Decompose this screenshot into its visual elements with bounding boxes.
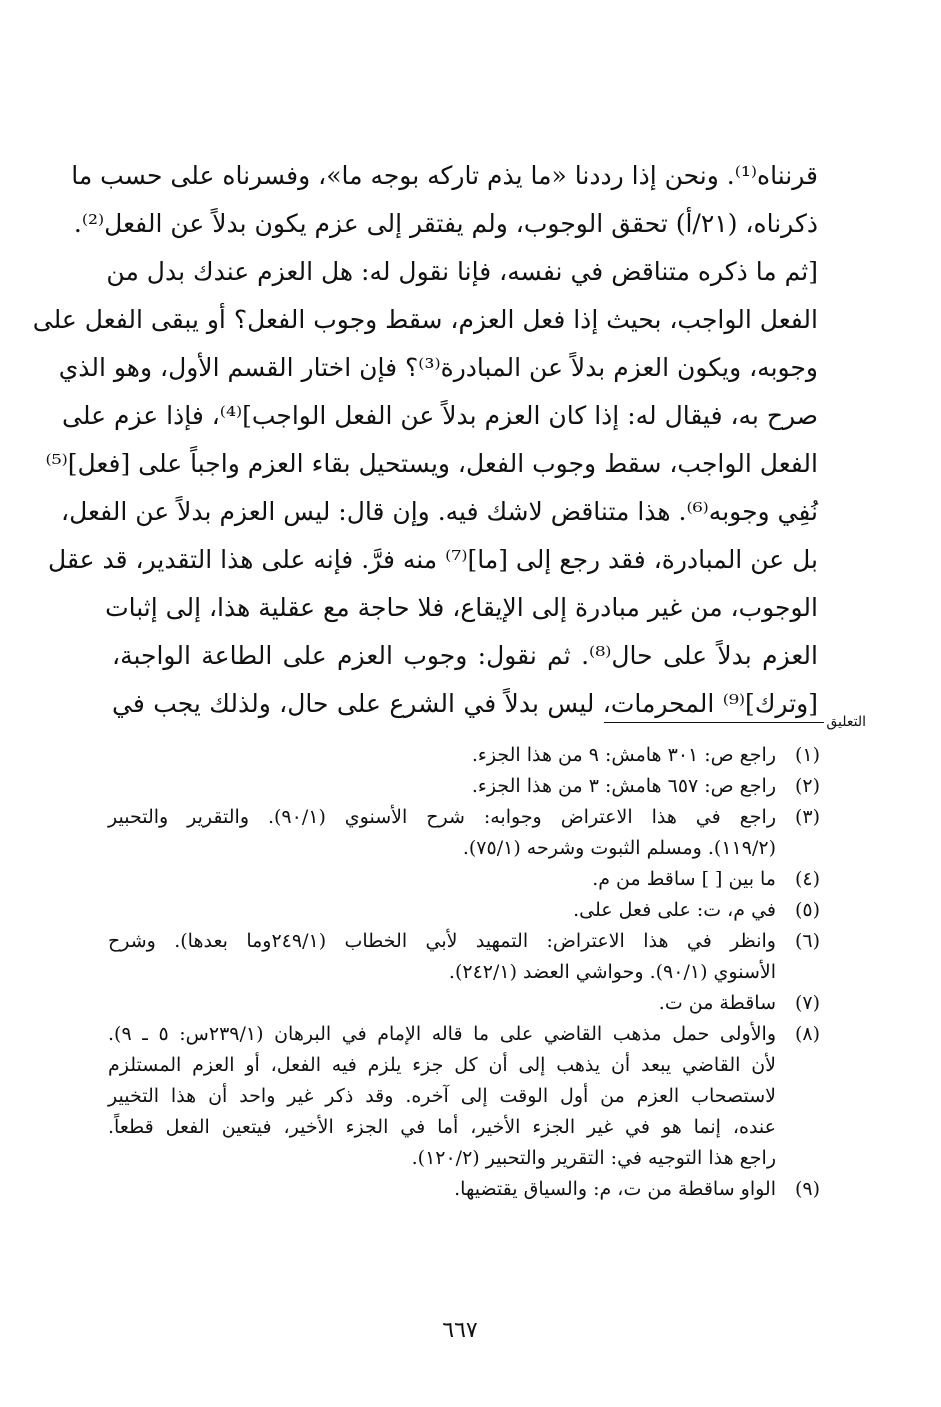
footnote-line: وانظر في هذا الاعتراض: التمهيد لأبي الخطاب (٢٤٩/١وما بعدها). وشرح [108, 930, 776, 952]
footnotes-divider [604, 712, 866, 732]
divider-rule [604, 722, 824, 723]
footnote-line: ساقطة من ت. [658, 992, 776, 1014]
footnote-number: (٢) [794, 775, 820, 797]
footnote-number: (٦) [794, 930, 820, 952]
footnote-text [108, 988, 776, 1019]
body-line: ذكرناه، (٢١/أ) تحقق الوجوب، ولم يفتقر إلى عزم يكون بدلاً عن الفعل⁽²⁾. [73, 209, 818, 238]
body-line: الفعل الواجب، سقط وجوب الفعل، ويستحيل بقاء العزم واجباً على [فعل]⁽⁵⁾ [45, 449, 818, 478]
footnote-line: الواو ساقطة من ت، م: والسياق يقتضيها. [454, 1178, 776, 1200]
footnote-number: (٤) [794, 868, 820, 890]
page-number: ٦٦٧ [442, 1318, 478, 1343]
footnote-text [108, 895, 776, 926]
footnote-number: (٣) [794, 806, 820, 828]
body-line: قرنناه⁽¹⁾. ونحن إذا رددنا «ما يذم تاركه بوجه ما»، وفسرناه على حسب ما [71, 161, 818, 190]
footnote-line: راجع في هذا الاعتراض وجوابه: شرح الأسنوي (٩٠/١). والتقرير والتحبير [108, 806, 776, 828]
footnote-text [108, 802, 776, 864]
footnote-text [108, 926, 776, 988]
body-line: صرح به، فيقال له: إذا كان العزم بدلاً عن الفعل الواجب]⁽⁴⁾، فإذا عزم على [62, 401, 818, 430]
main-text-block [32, 152, 818, 728]
footnote-line: راجع هذا التوجيه في: التقرير والتحبير (١٢٠/٢). [411, 1147, 776, 1169]
footnote-text [108, 1174, 776, 1205]
body-line: [وترك]⁽⁹⁾ المحرمات، ليس بدلاً في الشرع على حال، ولذلك يجب في [112, 689, 818, 718]
footnote-line: والأولى حمل مذهب القاضي على ما قاله الإمام في البرهان (٢٣٩/١س: ٥ ـ ٩). [108, 1023, 777, 1045]
footnote-line: عنده، إنما هو في غير الجزء الأخير، أما في الجزء الأخير، فيتعين الفعل قطعاً. [108, 1116, 776, 1138]
footnote-number: (٩) [794, 1178, 820, 1200]
footnote-line: راجع ص: ٦٥٧ هامش: ٣ من هذا الجزء. [471, 775, 776, 797]
footnote-text [108, 740, 776, 771]
body-line: بل عن المبادرة، فقد رجع إلى [ما]⁽⁷⁾ منه فرَّ. فإنه على هذا التقدير، قد عقل [48, 545, 818, 574]
footnote-number: (١) [794, 744, 820, 766]
footnote [108, 740, 820, 771]
footnote-text [108, 864, 776, 895]
footnote-number: (٨) [794, 1023, 820, 1045]
footnote [108, 802, 820, 864]
footnote [108, 864, 820, 895]
footnotes-label: التعليق [826, 714, 866, 730]
footnote-line: (١١٩/٢). ومسلم الثبوت وشرحه (٧٥/١). [462, 837, 776, 859]
body-line: الوجوب، من غير مبادرة إلى الإيقاع، فلا حاجة مع عقلية هذا، إلى إثبات [105, 593, 818, 622]
footnote [108, 1019, 820, 1174]
footnote-line: راجع ص: ٣٠١ هامش: ٩ من هذا الجزء. [471, 744, 776, 766]
footnote-number: (٧) [794, 992, 820, 1014]
footnotes-list [108, 740, 820, 1205]
footnote-number: (٥) [794, 899, 820, 921]
footnote-line: لأن القاضي يبعد أن يذهب إلى أن كل جزء يلزم فيه الفعل، أو العزم المستلزم [108, 1054, 776, 1076]
footnote-line: لاستصحاب العزم من أول الوقت إلى آخره. وقد ذكر غير واحد أن هذا التخيير [108, 1085, 776, 1107]
footnote [108, 1174, 820, 1205]
footnote [108, 988, 820, 1019]
footnote-text [108, 771, 776, 802]
footnote-line: في م، ت: على فعل على. [573, 899, 776, 921]
body-line: الفعل الواجب، بحيث إذا فعل العزم، سقط وجوب الفعل؟ أو يبقى الفعل على [32, 305, 818, 334]
footnote [108, 771, 820, 802]
body-line: [ثم ما ذكره متناقض في نفسه، فإنا نقول له: هل العزم عندك بدل من [106, 257, 818, 286]
body-line: نُفِي وجوبه⁽⁶⁾. هذا متناقض لاشك فيه. وإن قال: ليس العزم بدلاً عن الفعل، [61, 497, 818, 526]
footnote [108, 926, 820, 988]
footnote-line: ما بين [ ] ساقط من م. [592, 868, 776, 890]
footnote-text [108, 1019, 776, 1174]
footnote-line: الأسنوي (٩٠/١). وحواشي العضد (٢٤٢/١). [448, 961, 776, 983]
body-line: العزم بدلاً على حال⁽⁸⁾. ثم نقول: وجوب العزم على الطاعة الواجبة، [112, 641, 818, 670]
footnote [108, 895, 820, 926]
body-line: وجوبه، ويكون العزم بدلاً عن المبادرة⁽³⁾؟ فإن اختار القسم الأول، وهو الذي [58, 353, 818, 382]
